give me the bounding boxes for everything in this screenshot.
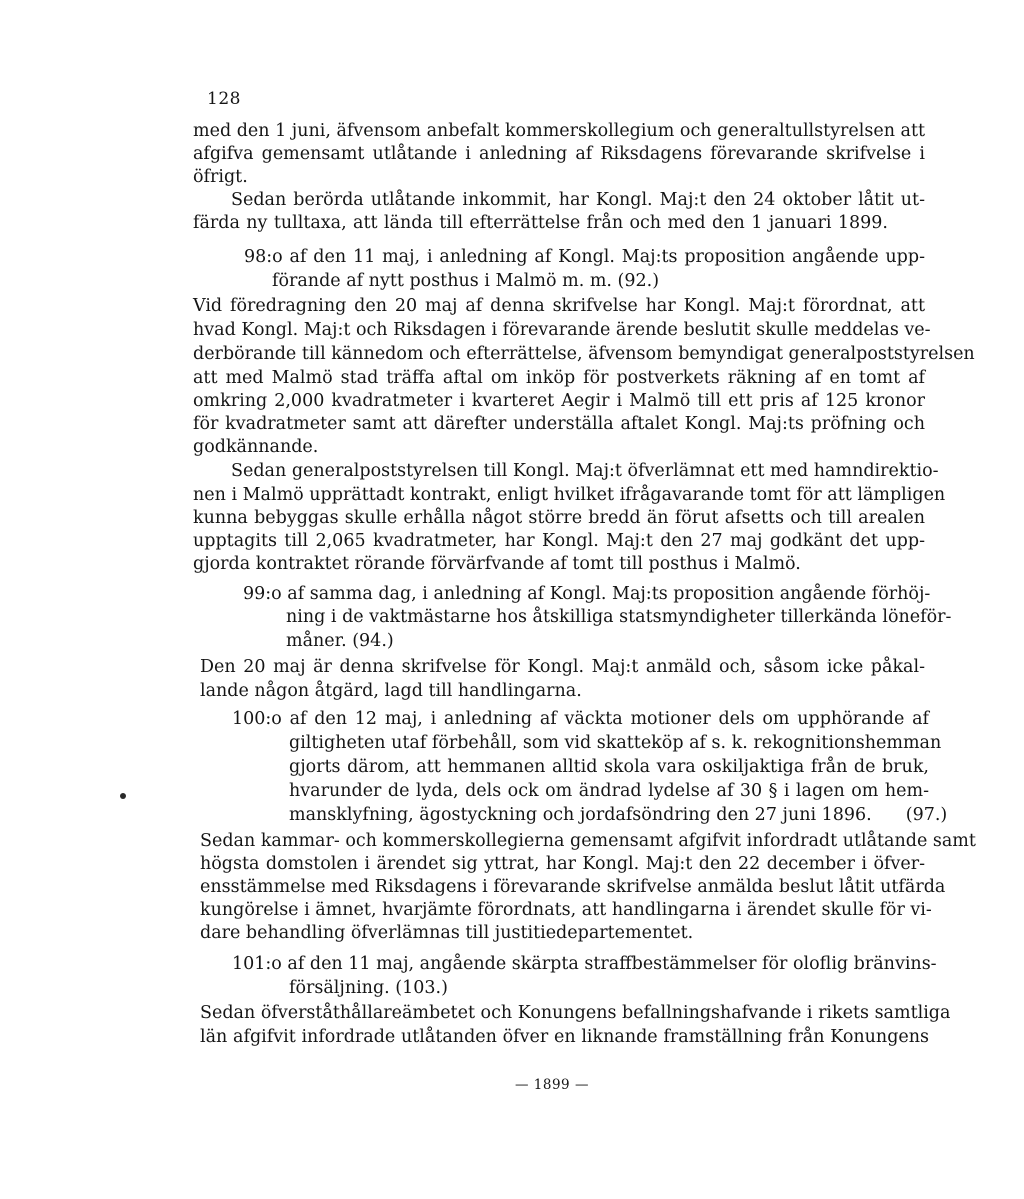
- text-line: upptagits till 2,065 kvadratmeter, har Kongl. Maj:t den 27 maj godkänt det upp-: [193, 531, 925, 551]
- text-line: omkring 2,000 kvadratmeter i kvarteret Aegir i Malmö till ett pris af 125 kronor: [193, 391, 925, 411]
- text-line: färda ny tulltaxa, att lända till efterrättelse från och med den 1 januari 1899.: [193, 213, 888, 233]
- text-line: att med Malmö stad träffa aftal om inköp för postverkets räkning af en tomt af: [193, 368, 925, 388]
- page-number: 128: [207, 89, 241, 109]
- text-line: Vid föredragning den 20 maj af denna skrifvelse har Kongl. Maj:t förordnat, att: [193, 296, 925, 316]
- text-line: hvad Kongl. Maj:t och Riksdagen i förevarande ärende beslutit skulle meddelas ve-: [193, 320, 931, 340]
- text-line: afgifva gemensamt utlåtande i anledning af Riksdagens förevarande skrifvelse i: [193, 144, 925, 164]
- text-line: Sedan öfverståthållareämbetet och Konungens befallningshafvande i rikets samtliga: [200, 1003, 951, 1023]
- section-heading-line: mansklyfning, ägostyckning och jordafsöndring den 27 juni 1896. (97.): [289, 805, 948, 825]
- text-line: för kvadratmeter samt att därefter underställa aftalet Kongl. Maj:ts pröfning och: [193, 414, 925, 434]
- section-heading-line: ning i de vaktmästarne hos åtskilliga statsmyndigheter tillerkända löneför-: [286, 607, 952, 627]
- section-heading-line: 98:o af den 11 maj, i anledning af Kongl. Maj:ts proposition angående upp-: [244, 247, 925, 267]
- text-line: län afgifvit infordrade utlåtanden öfver en liknande framställning från Konungens: [200, 1027, 929, 1047]
- text-line: derbörande till kännedom och efterrättelse, äfvensom bemyndigat generalpoststyrelsen: [193, 344, 975, 364]
- margin-mark: [120, 793, 126, 799]
- text-line: godkännande.: [193, 437, 319, 457]
- text-line: Sedan kammar- och kommerskollegierna gemensamt afgifvit infordradt utlåtande samt: [200, 831, 976, 851]
- text-line: kungörelse i ämnet, hvarjämte förordnats, att handlingarna i ärendet skulle för vi-: [200, 900, 932, 920]
- section-heading-line: 99:o af samma dag, i anledning af Kongl. Maj:ts proposition angående förhöj-: [243, 584, 931, 604]
- text-line: öfrigt.: [193, 167, 248, 187]
- section-heading-line: förande af nytt posthus i Malmö m. m. (92.): [272, 271, 660, 291]
- text-line: högsta domstolen i ärendet sig yttrat, har Kongl. Maj:t den 22 december i öfver-: [200, 854, 925, 874]
- text-line: ensstämmelse med Riksdagens i förevarande skrifvelse anmälda beslut låtit utfärda: [200, 877, 946, 897]
- section-heading-line: giltigheten utaf förbehåll, som vid skatteköp af s. k. rekognitionshemman: [289, 733, 942, 753]
- text-line: Sedan generalpoststyrelsen till Kongl. Maj:t öfverlämnat ett med hamndirektio-: [231, 461, 939, 481]
- text-line: Sedan berörda utlåtande inkommit, har Kongl. Maj:t den 24 oktober låtit ut-: [231, 190, 925, 210]
- text-line: kunna bebyggas skulle erhålla något större bredd än förut afsetts och till arealen: [193, 508, 925, 528]
- section-heading-line: hvarunder de lyda, dels ock om ändrad lydelse af 30 § i lagen om hem-: [289, 781, 929, 801]
- section-heading-line: 101:o af den 11 maj, angående skärpta straffbestämmelser för oloflig bränvins-: [232, 954, 937, 974]
- text-line: dare behandling öfverlämnas till justitiedepartementet.: [200, 923, 694, 943]
- section-heading-line: gjorts därom, att hemmanen alltid skola vara oskiljaktiga från de bruk,: [289, 757, 929, 777]
- text-line: gjorda kontraktet rörande förvärfvande af tomt till posthus i Malmö.: [193, 554, 801, 574]
- section-heading-line: försäljning. (103.): [289, 978, 448, 998]
- text-line: nen i Malmö upprättadt kontrakt, enligt hvilket ifrågavarande tomt för att lämpligen: [193, 485, 946, 505]
- text-line: Den 20 maj är denna skrifvelse för Kongl. Maj:t anmäld och, såsom icke påkal-: [200, 657, 925, 677]
- text-line: med den 1 juni, äfvensom anbefalt kommerskollegium och generaltullstyrelsen att: [193, 121, 926, 141]
- footer-year: — 1899 —: [515, 1077, 589, 1093]
- section-heading-line: måner. (94.): [286, 631, 394, 651]
- text-line: lande någon åtgärd, lagd till handlingarna.: [200, 681, 582, 701]
- section-heading-line: 100:o af den 12 maj, i anledning af väckta motioner dels om upphörande af: [232, 709, 929, 729]
